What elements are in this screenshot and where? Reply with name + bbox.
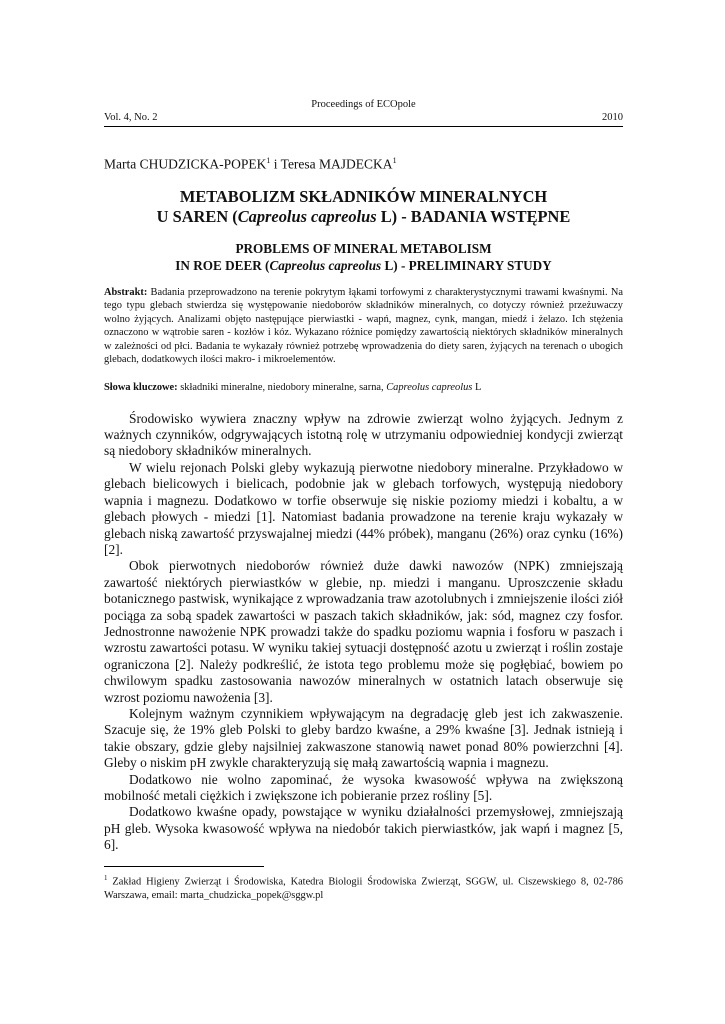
keywords-label: Słowa kluczowe: xyxy=(104,382,178,394)
title-en-species: Capreolus capreolus xyxy=(269,257,382,273)
body-text xyxy=(104,411,623,854)
footnote-text: Zakład Higieny Zwierząt i Środowiska, Katedra Biologii Środowiska Zwierząt, SGGW, ul. Ciszewskiego 8, 02-786 Warszawa, email: marta_chudzicka_popek@sggw.pl xyxy=(104,876,623,901)
volume-row xyxy=(104,111,623,127)
authors xyxy=(104,153,623,173)
paragraph: W wielu rejonach Polski gleby wykazują pierwotne niedobory mineralne. Przykładowo w glebach bielicowych i bielicach, podobnie jak w glebach torfowych, występują niedobory wapnia i magnezu. Dodatkowo w torfie obserwuje się niskie poziomy miedzi i kobaltu, a w glebach płowych - miedzi [1]. Natomiast badania prowadzone na terenie kraju wykazały w glebach niską zawartość przyswajalnej miedzi (44% próbek), manganu (26%) oraz cynku (16%) [2]. xyxy=(104,459,623,557)
paragraph: Środowisko wywiera znaczny wpływ na zdrowie zwierząt wolno żyjących. Jednym z ważnych czynników, odgrywających istotną rolę w utrzymaniu odpowiedniej kondycji zwierząt są niedobory składników mineralnych. xyxy=(104,410,623,459)
title-english xyxy=(104,240,623,274)
title-en-line2-pre: IN ROE DEER ( xyxy=(175,257,270,273)
author-1: Marta CHUDZICKA-POPEK xyxy=(104,156,267,172)
title-polish xyxy=(104,187,623,227)
title-pl-line2-post: L) - BADANIA WSTĘPNE xyxy=(376,206,571,226)
title-pl-line1: METABOLIZM SKŁADNIKÓW MINERALNYCH xyxy=(179,186,548,206)
footnote xyxy=(104,872,623,902)
paragraph: Kolejnym ważnym czynnikiem wpływającym na degradację gleb jest ich zakwaszenie. Szacuje się, że 19% gleb Polski to gleby bardzo kwaśne, a 29% kwaśne [3]. Jednak istnieją i takie obszary, gdzie gleby najsilniej zakwaszone stanowią nawet ponad 80% powierzchni [4]. Gleby o niskim pH zwykle charakteryzują się małą zawartością wapnia i magnezu. xyxy=(104,705,623,771)
abstract-text: Badania przeprowadzono na terenie pokrytym łąkami torfowymi z charakterystycznymi trawami kwaśnymi. Na tego typu glebach stwierdza się występowanie niedoborów składników mineralnych, co dotyczy również przeżuwaczy wolno żyjących. Analizami objęto następujące pierwiastki - wapń, magnez, cynk, mangan, miedź i żelazo. Ich stężenia oznaczono w wątrobie saren - kozłów i kóz. Wykazano różnice pomiędzy zawartością niektórych składników mineralnych w zależności od płci. Badania te wykazały również potrzebę wprowadzenia do diety saren, żyjących na terenach o ubogich glebach, dodatkowych ilości makro- i mikroelementów. xyxy=(104,286,623,366)
footnote-divider xyxy=(104,866,264,867)
keywords-text: składniki mineralne, niedobory mineralne, sarna, xyxy=(177,382,387,394)
volume-info: Vol. 4, No. 2 xyxy=(104,112,158,123)
paper-page xyxy=(104,98,623,902)
keywords-species: Capreolus capreolus xyxy=(386,382,473,394)
title-pl-line2 xyxy=(104,207,623,227)
title-pl-line2-pre: U SAREN ( xyxy=(156,206,238,226)
journal-name: Proceedings of ECOpole xyxy=(311,99,416,110)
paragraph: Obok pierwotnych niedoborów również duże dawki nawozów (NPK) zmniejszają zawartość niektórych pierwiastków w glebie, np. miedzi i manganu. Uproszczenie składu botanicznego pastwisk, wynikające z wprowadzania traw azotolubnych i zmniejszenie ilości ziół pociąga za sobą spadek zawartości w paszach takich składników, jak: sód, magnez czy fosfor. Jednostronne nawożenie NPK prowadzi także do spadku poziomu wapnia i fosforu w paszach i wzrostu zawartości potasu. W wyniku takiej sytuacji dostępność azotu u zwierząt i roślin zostaje ograniczona [2]. Należy podkreślić, że istota tego problemu może się pogłębiać, bowiem po chwilowym spadku zastosowania nawozów mineralnych w ostatnich latach obserwuje się wzrost poziomu nawożenia [3]. xyxy=(104,558,623,705)
authors-connector: i xyxy=(270,156,281,172)
keywords-suffix: L xyxy=(472,382,482,394)
title-en-line2 xyxy=(104,257,623,274)
footnote-marker: 1 xyxy=(104,873,108,882)
author-1-affiliation: 1 xyxy=(266,156,271,165)
abstract-label: Abstrakt: xyxy=(104,286,148,298)
title-en-line2-post: L) - PRELIMINARY STUDY xyxy=(381,257,552,273)
abstract xyxy=(104,286,623,368)
author-2: Teresa MAJDECKA xyxy=(280,156,393,172)
paragraph: Dodatkowo nie wolno zapominać, że wysoka kwasowość wpływa na zwiększoną mobilność metali ciężkich i zwiększone ich pobieranie przez rośliny [5]. xyxy=(104,771,623,803)
paragraph: Dodatkowo kwaśne opady, powstające w wyniku działalności przemysłowej, zmniejszają pH gleb. Wysoka kwasowość wpływa na niedobór takich pierwiastków, jak wapń i magnez [5, 6]. xyxy=(104,804,623,853)
author-2-affiliation: 1 xyxy=(392,156,397,165)
title-en-line1: PROBLEMS OF MINERAL METABOLISM xyxy=(235,240,492,256)
year: 2010 xyxy=(602,112,623,123)
title-pl-species: Capreolus capreolus xyxy=(237,206,377,226)
keywords xyxy=(104,381,623,395)
